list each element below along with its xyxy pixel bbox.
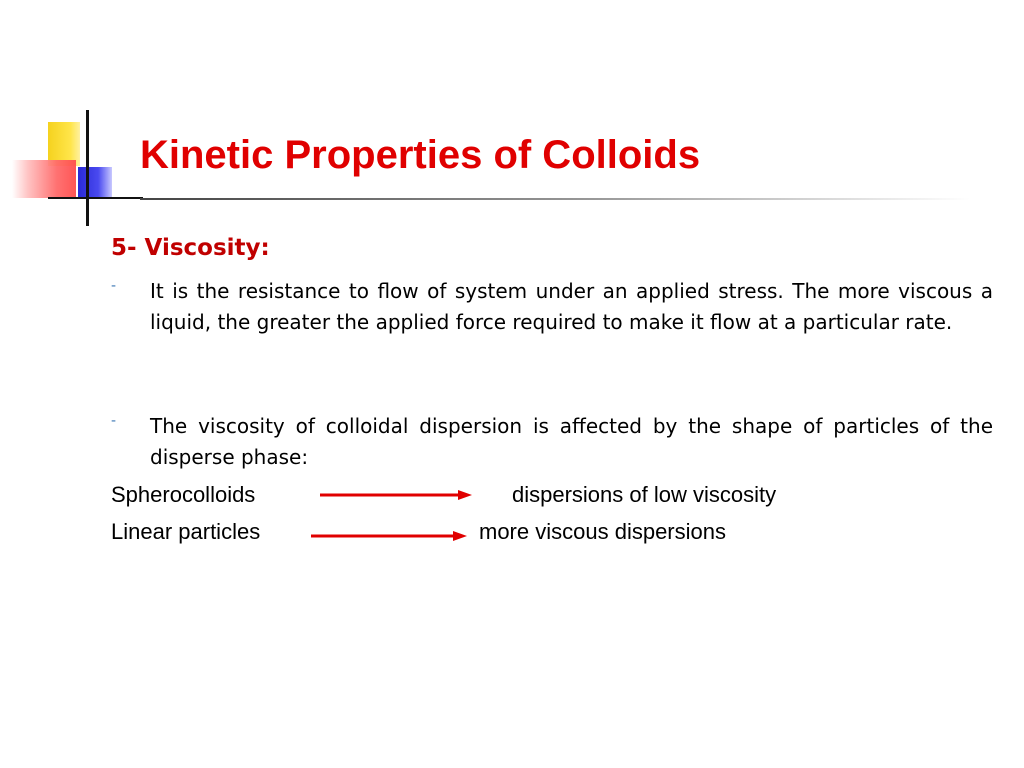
bullet-marker: - [111, 278, 117, 294]
bullet-marker: - [111, 413, 117, 429]
decor-red-bar [12, 160, 76, 198]
relation-from-spherocolloids: Spherocolloids [111, 482, 256, 507]
title-underline [140, 198, 970, 200]
section-heading: 5- Viscosity: [111, 235, 270, 261]
slide-title: Kinetic Properties of Colloids [140, 133, 701, 177]
arrow-right-icon [318, 486, 474, 504]
decor-horizontal-line [48, 197, 143, 199]
decor-vertical-line [86, 110, 89, 226]
bullet-text: The viscosity of colloidal dispersion is affected by the shape of particles of the disperse phase: [150, 414, 993, 469]
relation-from-linear-particles: Linear particles [111, 519, 261, 544]
relation-to-more-viscous: more viscous dispersions [479, 519, 726, 544]
relation-to-low-viscosity: dispersions of low viscosity [512, 482, 777, 507]
decor-blue-square [78, 167, 112, 197]
arrow-right-icon [309, 527, 469, 545]
bullet-text: It is the resistance to flow of system under an applied stress. The more viscous a liquid, the greater the applied force required to make it flow at a particular rate. [150, 279, 993, 334]
